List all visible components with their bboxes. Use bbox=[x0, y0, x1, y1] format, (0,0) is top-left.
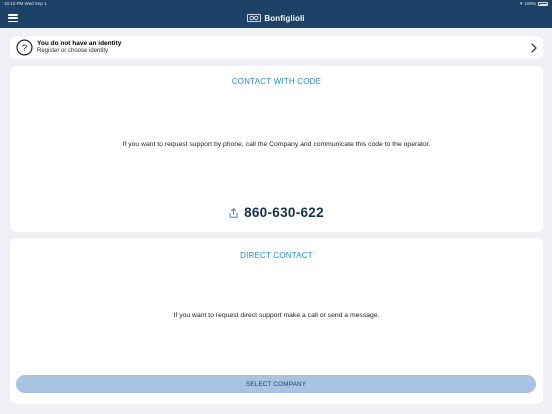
status-time-date: 10:13 PM Wed Sep 1 bbox=[4, 1, 47, 6]
share-icon[interactable] bbox=[229, 208, 238, 218]
identity-title: You do not have an identity bbox=[37, 40, 122, 47]
brand-name: Bonfiglioli bbox=[264, 13, 305, 23]
wifi-icon: ▾ bbox=[519, 1, 523, 7]
support-code-value: 860-630-622 bbox=[244, 205, 324, 220]
status-indicators bbox=[520, 0, 548, 8]
brand bbox=[0, 13, 552, 23]
support-code-row bbox=[10, 205, 543, 220]
battery-percent: 100% bbox=[524, 1, 536, 6]
direct-contact-description: If you want to request direct support make a call or send a message. bbox=[173, 312, 380, 319]
identity-row[interactable] bbox=[10, 36, 543, 59]
svg-text:?: ? bbox=[21, 42, 28, 53]
contact-with-code-card bbox=[10, 66, 543, 232]
identity-subtitle: Register or choose identity bbox=[37, 48, 109, 54]
contact-with-code-title: CONTACT WITH CODE bbox=[231, 77, 322, 86]
direct-contact-title: DIRECT CONTACT bbox=[240, 251, 313, 260]
contact-with-code-description: If you want to request support by phone, call the Company and communicate this code to the operator. bbox=[122, 141, 431, 148]
bonfiglioli-logo-icon bbox=[247, 14, 261, 22]
direct-contact-card bbox=[10, 238, 543, 404]
status-bar bbox=[0, 0, 552, 8]
app-header bbox=[0, 0, 552, 28]
question-circle-icon bbox=[16, 39, 33, 56]
chevron-right-icon bbox=[531, 43, 537, 53]
battery-icon bbox=[538, 2, 548, 6]
select-company-button[interactable]: SELECT COMPANY bbox=[16, 375, 536, 393]
